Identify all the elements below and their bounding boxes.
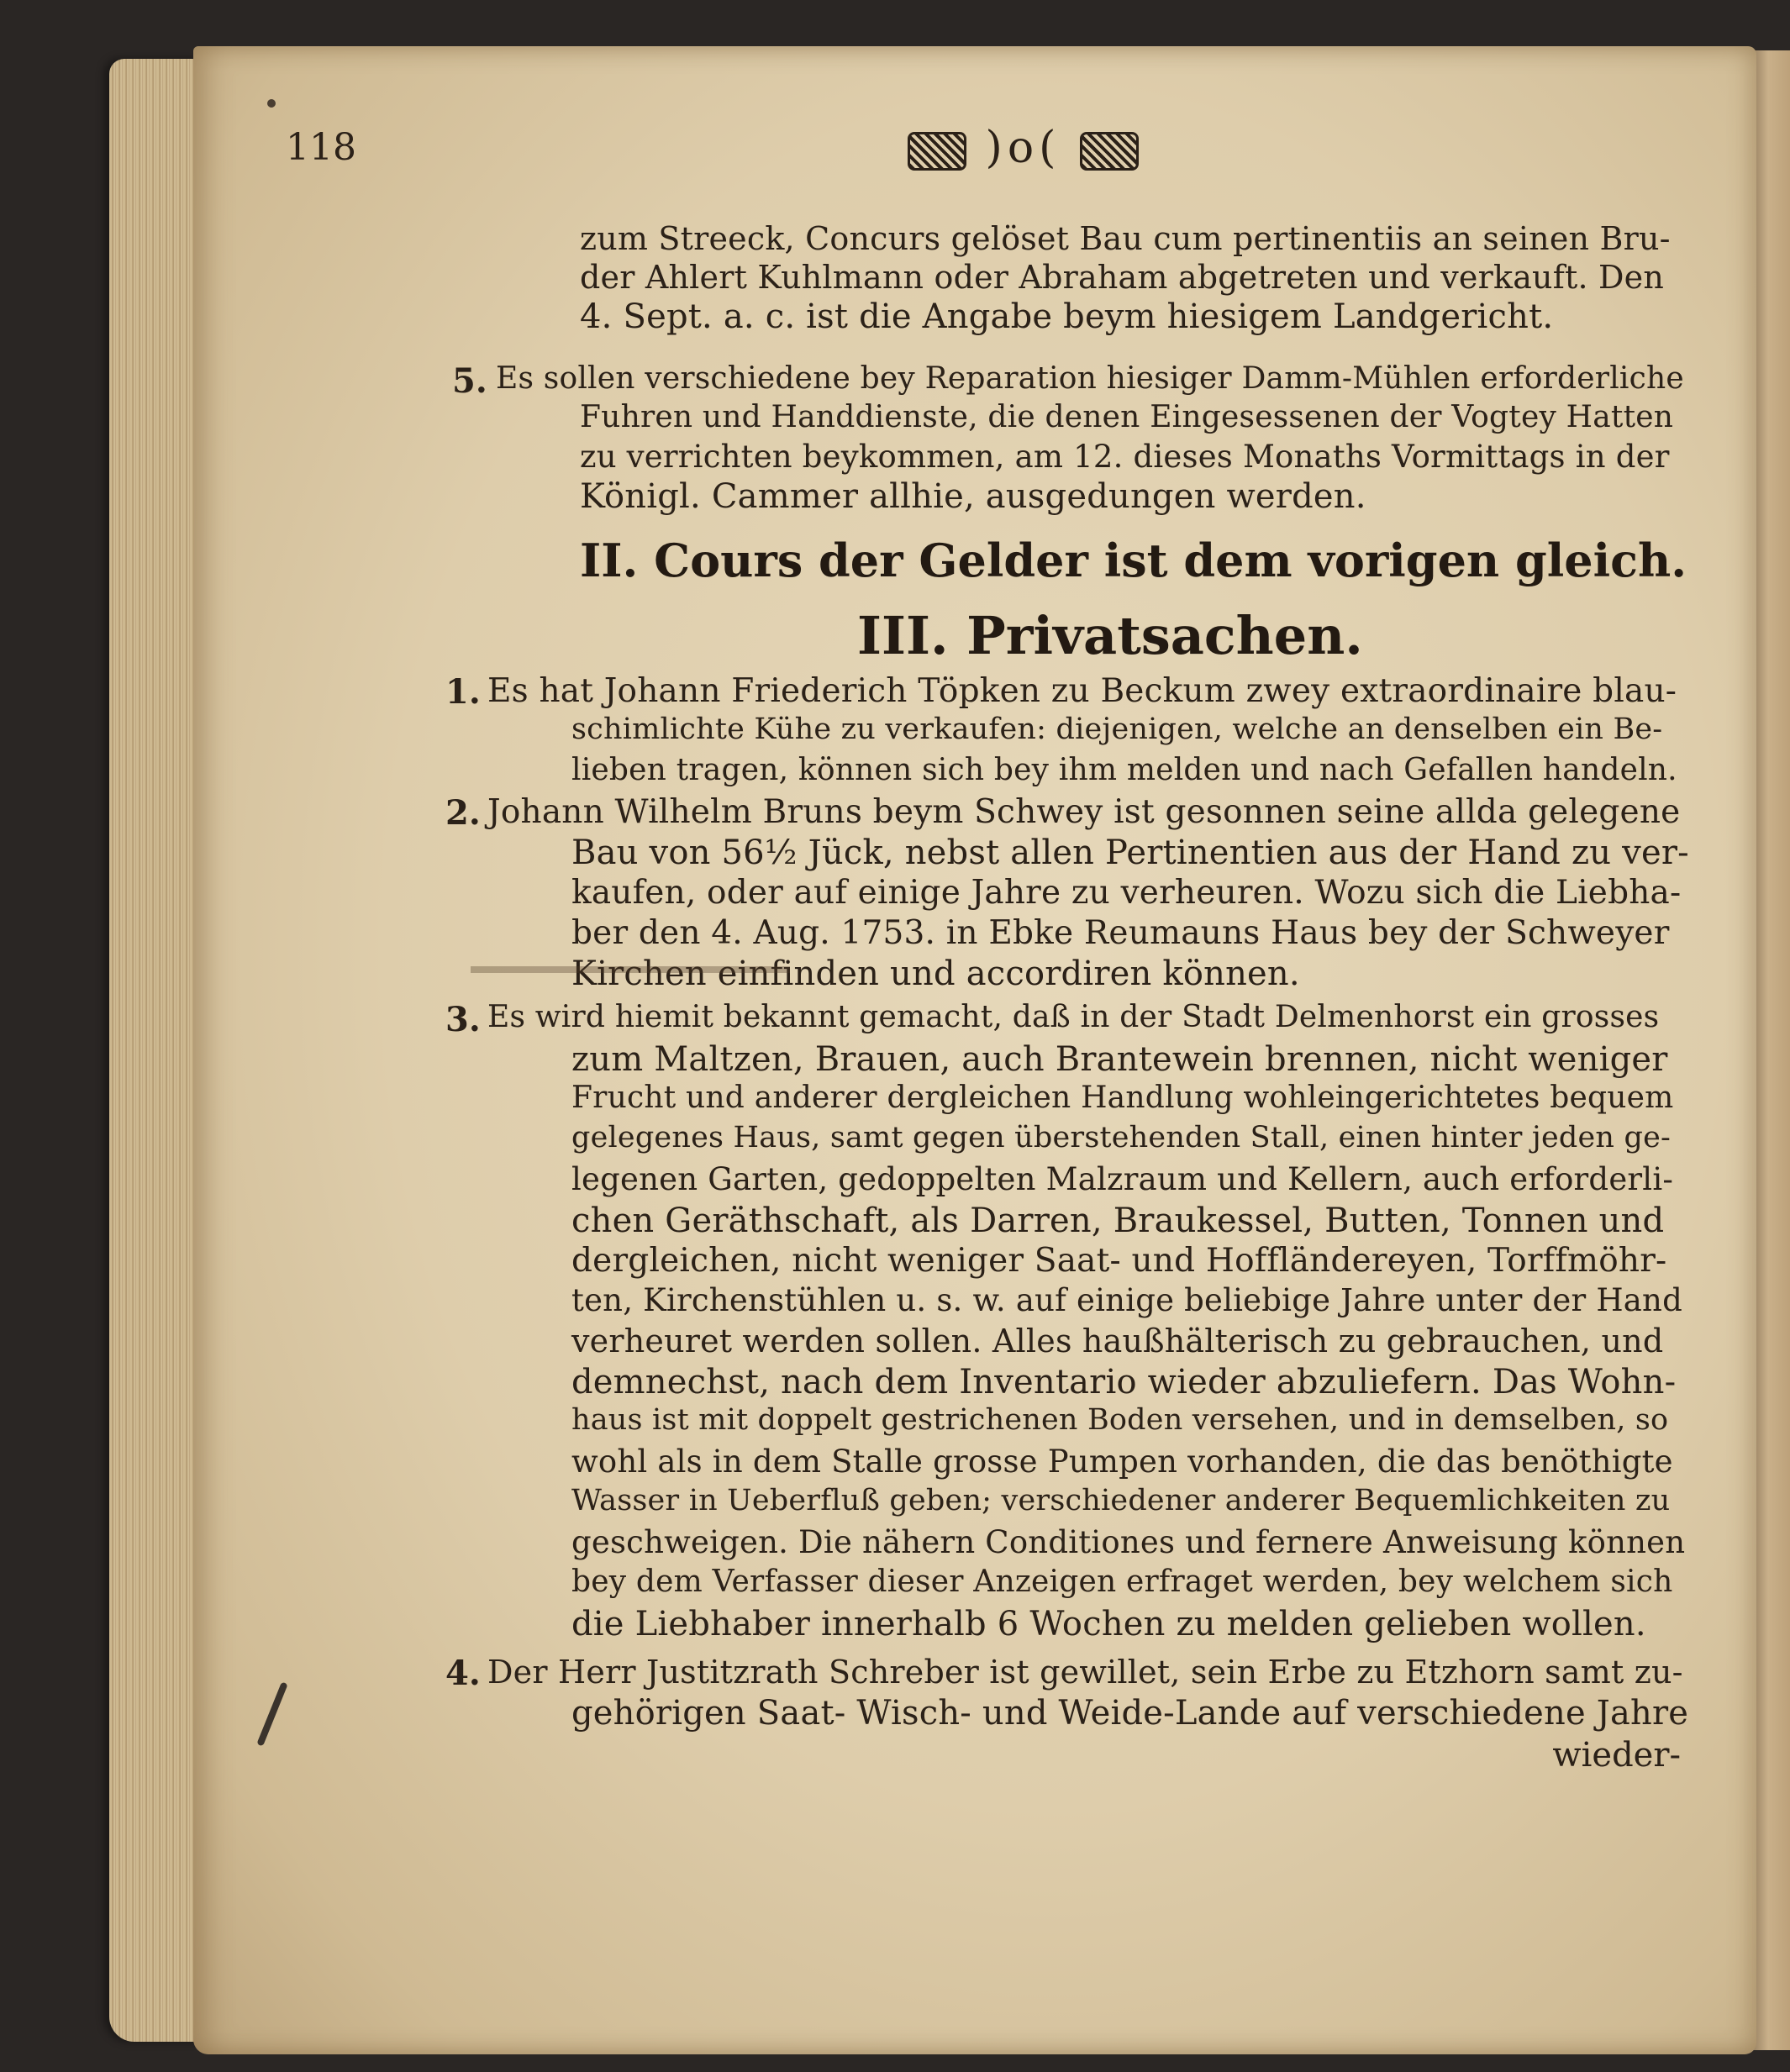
catchword: wieder- xyxy=(1552,1736,1681,1775)
item-line: demnechst, nach dem Inventario wieder abzuliefern. Das Wohn- xyxy=(571,1363,1677,1401)
item-line: haus ist mit doppelt gestrichenen Boden versehen, und in demselben, so xyxy=(571,1403,1669,1437)
item-line: Bau von 56½ Jück, nebst allen Pertinentien aus der Hand zu ver- xyxy=(571,834,1689,872)
item-line: Königl. Cammer allhie, ausgedungen werden. xyxy=(580,477,1366,516)
item-line: Wasser in Ueberfluß geben; verschiedener anderer Bequemlichkeiten zu xyxy=(571,1484,1671,1517)
item-line: kaufen, oder auf einige Jahre zu verheuren. Wozu sich die Liebha- xyxy=(571,874,1682,912)
item-line: wohl als in dem Stalle grosse Pumpen vorhanden, die das benöthigte xyxy=(571,1444,1673,1480)
item-number: 2. xyxy=(445,793,481,833)
item-line: zum Maltzen, Brauen, auch Brantewein brennen, nicht weniger xyxy=(571,1040,1668,1079)
show-through-stroke xyxy=(471,966,790,973)
ink-spot xyxy=(267,99,276,108)
running-head-text: )o( xyxy=(985,123,1061,173)
item-line: legenen Garten, gedoppelten Malzraum und Kellern, auch erforderli- xyxy=(571,1161,1674,1197)
item-line: bey dem Verfasser dieser Anzeigen erfraget werden, bey welchem sich xyxy=(571,1565,1673,1599)
section-heading: III. Privatsachen. xyxy=(857,605,1363,666)
item-line: Kirchen einfinden und accordiren können. xyxy=(571,954,1300,993)
ornament-right-icon xyxy=(1080,132,1139,171)
item-line: schimlichte Kühe zu verkaufen: diejenigen, welche an denselben ein Be- xyxy=(571,713,1663,746)
section-heading: II. Cours der Gelder ist dem vorigen gleich. xyxy=(580,534,1687,587)
item-line: die Liebhaber innerhalb 6 Wochen zu melden gelieben wollen. xyxy=(571,1605,1646,1643)
item-number: 4. xyxy=(445,1654,481,1693)
item-line: zu verrichten beykommen, am 12. dieses Monaths Vormittags in der xyxy=(580,439,1670,475)
running-head xyxy=(908,123,1139,173)
item-line: dergleichen, nicht weniger Saat- und Hoffländereyen, Torffmöhr- xyxy=(571,1242,1667,1280)
item-line: Frucht und anderer dergleichen Handlung wohleingerichtetes bequem xyxy=(571,1081,1674,1115)
item-line: gehörigen Saat- Wisch- und Weide-Lande auf verschiedene Jahre xyxy=(571,1694,1689,1733)
item-number: 1. xyxy=(445,672,481,712)
continuation-line: der Ahlert Kuhlmann oder Abraham abgetreten und verkauft. Den xyxy=(580,259,1665,296)
item-line: Es hat Johann Friederich Töpken zu Beckum zwey extraordinaire blau- xyxy=(487,672,1677,710)
ornament-left-icon xyxy=(908,132,966,171)
continuation-line: 4. Sept. a. c. ist die Angabe beym hiesigem Landgericht. xyxy=(580,297,1554,336)
item-line: Johann Wilhelm Bruns beym Schwey ist gesonnen seine allda gelegene xyxy=(487,793,1681,831)
item-line: Es wird hiemit bekannt gemacht, daß in der Stadt Delmenhorst ein grosses xyxy=(487,1000,1660,1034)
item-line: Fuhren und Handdienste, die denen Eingesessenen der Vogtey Hatten xyxy=(580,400,1674,434)
item-number: 5. xyxy=(452,361,487,401)
item-line: verheuret werden sollen. Alles haußhälterisch zu gebrauchen, und xyxy=(571,1323,1664,1359)
item-line: geschweigen. Die nähern Conditiones und fernere Anweisung können xyxy=(571,1524,1686,1560)
page-number: 118 xyxy=(286,126,356,169)
item-line: ten, Kirchenstühlen u. s. w. auf einige beliebige Jahre unter der Hand xyxy=(571,1282,1682,1318)
item-line: ber den 4. Aug. 1753. in Ebke Reumauns Haus bey der Schweyer xyxy=(571,914,1670,952)
continuation-line: zum Streeck, Concurs gelöset Bau cum pertinentiis an seinen Bru- xyxy=(580,220,1671,257)
item-line: Der Herr Justitzrath Schreber ist gewillet, sein Erbe zu Etzhorn samt zu- xyxy=(487,1654,1683,1691)
item-number: 3. xyxy=(445,1000,481,1039)
item-line: gelegenes Haus, samt gegen überstehenden Stall, einen hinter jeden ge- xyxy=(571,1121,1672,1154)
item-line: chen Geräthschaft, als Darren, Braukessel, Butten, Tonnen und xyxy=(571,1202,1665,1240)
page-block-edges xyxy=(109,59,202,2042)
item-line: Es sollen verschiedene bey Reparation hiesiger Damm-Mühlen erforderliche xyxy=(496,361,1684,396)
item-line: lieben tragen, können sich bey ihm melden und nach Gefallen handeln. xyxy=(571,753,1677,787)
page-header xyxy=(286,123,1681,193)
